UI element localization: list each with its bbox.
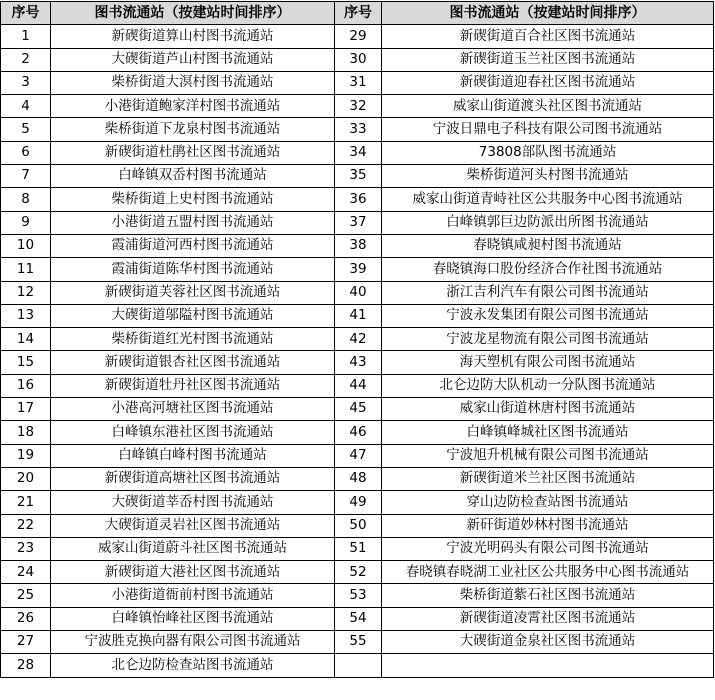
seq-left-cell: 5 xyxy=(1,118,51,141)
station-right-cell: 白峰镇峰城社区图书流通站 xyxy=(382,421,714,444)
seq-right-cell: 43 xyxy=(335,351,382,374)
seq-left-cell: 18 xyxy=(1,421,51,444)
table-row xyxy=(1,48,714,71)
station-left-cell: 宁波胜克换向器有限公司图书流通站 xyxy=(51,631,335,654)
station-left-cell: 新碶街道算山村图书流通站 xyxy=(51,25,335,48)
seq-left-cell: 23 xyxy=(1,537,51,560)
seq-left-cell: 1 xyxy=(1,25,51,48)
station-left-cell: 新碶街道高塘社区图书流通站 xyxy=(51,467,335,490)
seq-left-cell: 22 xyxy=(1,514,51,537)
station-right-cell: 新碶街道凌霄社区图书流通站 xyxy=(382,607,714,630)
station-right-cell: 宁波永发集团有限公司图书流通站 xyxy=(382,304,714,327)
station-right-cell: 春晓镇咸昶村图书流通站 xyxy=(382,234,714,257)
stations-table xyxy=(0,1,714,678)
station-left-cell: 大碶街道芦山村图书流通站 xyxy=(51,48,335,71)
seq-right-cell: 32 xyxy=(335,95,382,118)
table-row xyxy=(1,514,714,537)
station-left-cell: 小港街道鲍家洋村图书流通站 xyxy=(51,95,335,118)
station-right-cell: 柴桥街道紫石社区图书流通站 xyxy=(382,584,714,607)
header-seq-right: 序号 xyxy=(335,2,382,25)
station-left-cell: 新碶街道大港社区图书流通站 xyxy=(51,561,335,584)
seq-left-cell: 20 xyxy=(1,467,51,490)
seq-left-cell: 27 xyxy=(1,631,51,654)
seq-right-cell: 45 xyxy=(335,398,382,421)
station-right-cell: 73808部队图书流通站 xyxy=(382,141,714,164)
table-row xyxy=(1,607,714,630)
table-row xyxy=(1,421,714,444)
table-row xyxy=(1,211,714,234)
seq-right-cell: 44 xyxy=(335,374,382,397)
station-left-cell: 小港高河塘社区图书流通站 xyxy=(51,398,335,421)
table-row xyxy=(1,95,714,118)
table-row xyxy=(1,118,714,141)
seq-right-cell: 42 xyxy=(335,328,382,351)
station-left-cell: 大碶街道灵岩社区图书流通站 xyxy=(51,514,335,537)
table-row xyxy=(1,281,714,304)
station-left-cell: 柴桥街道大溟村图书流通站 xyxy=(51,71,335,94)
station-right-cell: 威家山街道青峙社区公共服务中心图书流通站 xyxy=(382,188,714,211)
table-row xyxy=(1,71,714,94)
station-right-cell: 宁波光明码头有限公司图书流通站 xyxy=(382,537,714,560)
table-row xyxy=(1,584,714,607)
table-row xyxy=(1,188,714,211)
seq-right-cell: 46 xyxy=(335,421,382,444)
table-row xyxy=(1,165,714,188)
station-left-cell: 柴桥街道上史村图书流通站 xyxy=(51,188,335,211)
table-row xyxy=(1,258,714,281)
station-right-cell: 新碶街道玉兰社区图书流通站 xyxy=(382,48,714,71)
station-left-cell: 柴桥街道红光村图书流通站 xyxy=(51,328,335,351)
seq-right-cell: 52 xyxy=(335,561,382,584)
station-left-cell: 北仑边防检查站图书流通站 xyxy=(51,654,335,677)
station-left-cell: 新碶街道牡丹社区图书流通站 xyxy=(51,374,335,397)
station-right-cell: 宁波龙星物流有限公司图书流通站 xyxy=(382,328,714,351)
station-left-cell: 大碶街道莘岙村图书流通站 xyxy=(51,491,335,514)
station-right-cell: 威家山街道渡头社区图书流通站 xyxy=(382,95,714,118)
header-seq-left: 序号 xyxy=(1,2,51,25)
station-right-cell: 北仑边防大队机动一分队图书流通站 xyxy=(382,374,714,397)
station-right-cell: 浙江吉利汽车有限公司图书流通站 xyxy=(382,281,714,304)
station-left-cell: 白峰镇白峰村图书流通站 xyxy=(51,444,335,467)
seq-right-cell: 55 xyxy=(335,631,382,654)
seq-left-cell: 2 xyxy=(1,48,51,71)
station-left-cell: 大碶街道邬隘村图书流通站 xyxy=(51,304,335,327)
seq-left-cell: 15 xyxy=(1,351,51,374)
seq-right-cell xyxy=(335,654,382,677)
table-row xyxy=(1,141,714,164)
station-right-cell: 大碶街道金泉社区图书流通站 xyxy=(382,631,714,654)
station-right-cell xyxy=(382,654,714,677)
station-left-cell: 新碶街道芙蓉社区图书流通站 xyxy=(51,281,335,304)
seq-left-cell: 17 xyxy=(1,398,51,421)
station-right-cell: 新矸街道妙林村图书流通站 xyxy=(382,514,714,537)
header-name-left: 图书流通站（按建站时间排序） xyxy=(51,2,335,25)
table-row xyxy=(1,654,714,677)
seq-left-cell: 19 xyxy=(1,444,51,467)
station-left-cell: 白峰镇双岙村图书流通站 xyxy=(51,165,335,188)
seq-right-cell: 33 xyxy=(335,118,382,141)
seq-left-cell: 21 xyxy=(1,491,51,514)
seq-left-cell: 14 xyxy=(1,328,51,351)
station-right-cell: 春晓镇春晓湖工业社区公共服务中心图书流通站 xyxy=(382,561,714,584)
station-left-cell: 小港街道衙前村图书流通站 xyxy=(51,584,335,607)
station-right-cell: 穿山边防检查站图书流通站 xyxy=(382,491,714,514)
seq-right-cell: 54 xyxy=(335,607,382,630)
table-row xyxy=(1,537,714,560)
seq-right-cell: 29 xyxy=(335,25,382,48)
seq-right-cell: 30 xyxy=(335,48,382,71)
station-left-cell: 新碶街道杜鹃社区图书流通站 xyxy=(51,141,335,164)
station-left-cell: 小港街道五盟村图书流通站 xyxy=(51,211,335,234)
seq-left-cell: 6 xyxy=(1,141,51,164)
table-row xyxy=(1,234,714,257)
seq-right-cell: 39 xyxy=(335,258,382,281)
seq-right-cell: 31 xyxy=(335,71,382,94)
table-row xyxy=(1,328,714,351)
station-right-cell: 威家山街道林唐村图书流通站 xyxy=(382,398,714,421)
table-row xyxy=(1,491,714,514)
table-body xyxy=(1,25,714,677)
table-row xyxy=(1,304,714,327)
station-right-cell: 新碶街道米兰社区图书流通站 xyxy=(382,467,714,490)
seq-right-cell: 35 xyxy=(335,165,382,188)
table-row xyxy=(1,631,714,654)
seq-left-cell: 8 xyxy=(1,188,51,211)
header-name-right: 图书流通站（按建站时间排序） xyxy=(382,2,714,25)
seq-left-cell: 16 xyxy=(1,374,51,397)
station-right-cell: 宁波旭升机械有限公司图书流通站 xyxy=(382,444,714,467)
seq-left-cell: 24 xyxy=(1,561,51,584)
seq-right-cell: 34 xyxy=(335,141,382,164)
seq-left-cell: 12 xyxy=(1,281,51,304)
table-row xyxy=(1,351,714,374)
table-row xyxy=(1,25,714,48)
table-row xyxy=(1,374,714,397)
seq-left-cell: 26 xyxy=(1,607,51,630)
station-left-cell: 柴桥街道下龙泉村图书流通站 xyxy=(51,118,335,141)
table-row xyxy=(1,467,714,490)
seq-right-cell: 49 xyxy=(335,491,382,514)
header-row xyxy=(1,2,714,25)
seq-left-cell: 4 xyxy=(1,95,51,118)
seq-left-cell: 7 xyxy=(1,165,51,188)
seq-left-cell: 13 xyxy=(1,304,51,327)
station-left-cell: 威家山街道蔚斗社区图书流通站 xyxy=(51,537,335,560)
station-right-cell: 新碶街道迎春社区图书流通站 xyxy=(382,71,714,94)
seq-left-cell: 3 xyxy=(1,71,51,94)
seq-right-cell: 40 xyxy=(335,281,382,304)
seq-right-cell: 38 xyxy=(335,234,382,257)
seq-left-cell: 25 xyxy=(1,584,51,607)
station-right-cell: 宁波日鼎电子科技有限公司图书流通站 xyxy=(382,118,714,141)
seq-right-cell: 37 xyxy=(335,211,382,234)
seq-right-cell: 50 xyxy=(335,514,382,537)
station-left-cell: 霞浦街道河西村图书流通站 xyxy=(51,234,335,257)
table-row xyxy=(1,561,714,584)
seq-left-cell: 9 xyxy=(1,211,51,234)
station-left-cell: 白峰镇东港社区图书流通站 xyxy=(51,421,335,444)
station-right-cell: 白峰镇郭巨边防派出所图书流通站 xyxy=(382,211,714,234)
station-left-cell: 霞浦街道陈华村图书流通站 xyxy=(51,258,335,281)
seq-left-cell: 10 xyxy=(1,234,51,257)
station-left-cell: 新碶街道银杏社区图书流通站 xyxy=(51,351,335,374)
seq-right-cell: 48 xyxy=(335,467,382,490)
table-row xyxy=(1,444,714,467)
seq-right-cell: 36 xyxy=(335,188,382,211)
seq-right-cell: 51 xyxy=(335,537,382,560)
station-right-cell: 春晓镇海口股份经济合作社图书流通站 xyxy=(382,258,714,281)
station-right-cell: 海天塑机有限公司图书流通站 xyxy=(382,351,714,374)
station-left-cell: 白峰镇怡峰社区图书流通站 xyxy=(51,607,335,630)
seq-left-cell: 11 xyxy=(1,258,51,281)
seq-right-cell: 53 xyxy=(335,584,382,607)
stations-table-wrapper xyxy=(0,1,714,678)
seq-left-cell: 28 xyxy=(1,654,51,677)
seq-right-cell: 47 xyxy=(335,444,382,467)
table-row xyxy=(1,398,714,421)
seq-right-cell: 41 xyxy=(335,304,382,327)
station-right-cell: 柴桥街道河头村图书流通站 xyxy=(382,165,714,188)
station-right-cell: 新碶街道百合社区图书流通站 xyxy=(382,25,714,48)
